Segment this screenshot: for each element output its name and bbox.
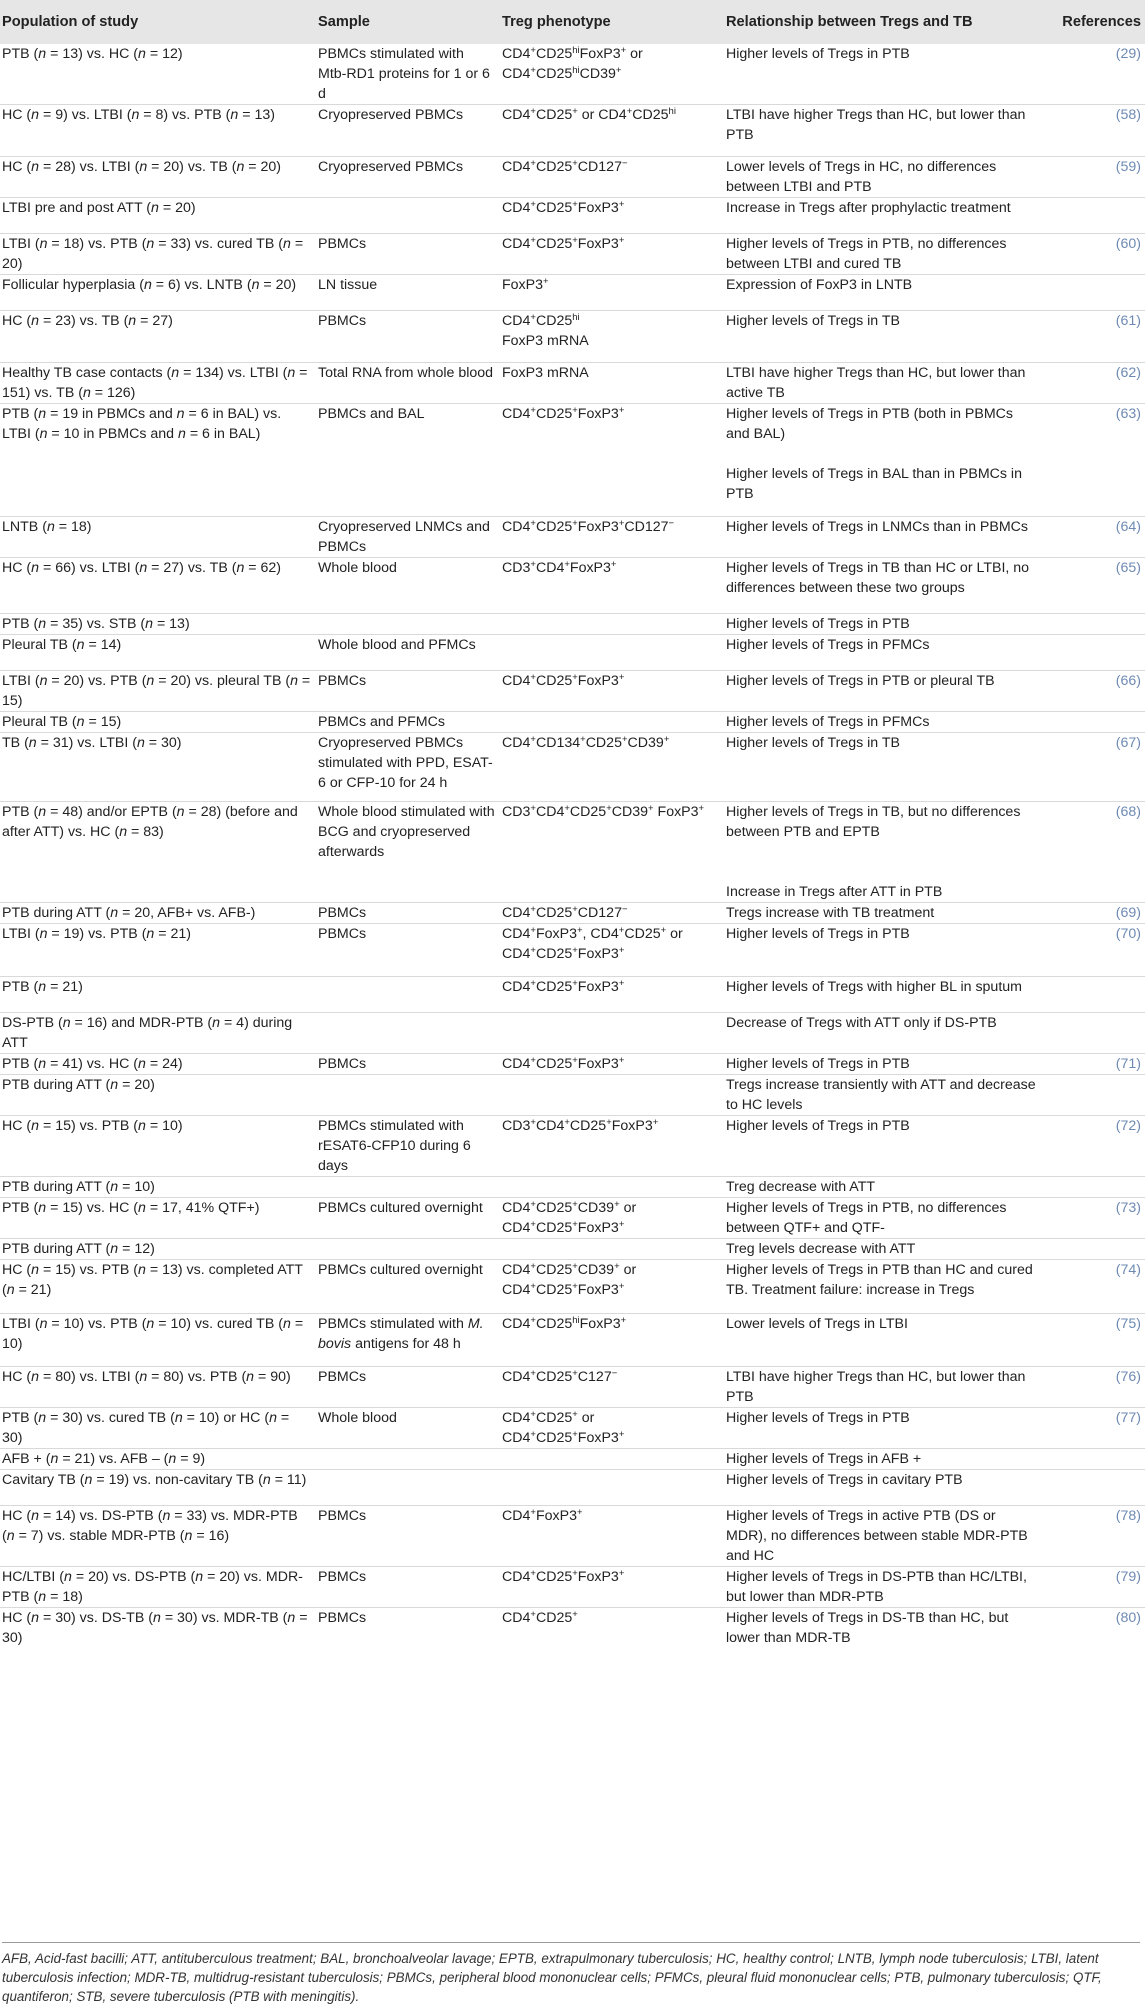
cell-relationship: Higher levels of Tregs in PTB [724, 614, 1044, 635]
cell-population: PTB (n = 41) vs. HC (n = 24) [0, 1054, 316, 1075]
cell-sample [316, 198, 500, 234]
cell-reference [1044, 977, 1145, 1013]
cell-relationship: Higher levels of Tregs in PTB [724, 924, 1044, 977]
cell-phenotype: $CD4^+CD25^{hi}FoxP3^+$ [500, 1314, 724, 1367]
cell-sample [316, 1470, 500, 1506]
table-row [0, 1506, 1145, 1567]
cell-reference[interactable]: (67) [1044, 733, 1145, 802]
cell-population: LTBI (n = 18) vs. PTB (n = 33) vs. cured TB (n = 20) [0, 234, 316, 275]
table-row [0, 903, 1145, 924]
table-row [0, 558, 1145, 614]
table-row [0, 1198, 1145, 1239]
header-relationship: Relationship between Tregs and TB [724, 0, 1044, 44]
table-row [0, 614, 1145, 635]
table-row [0, 1075, 1145, 1116]
cell-population: PTB during ATT (n = 20) [0, 1075, 316, 1116]
table-row [0, 363, 1145, 404]
cell-sample: PBMCs [316, 924, 500, 977]
table-row [0, 1054, 1145, 1075]
cell-relationship: Higher levels of Tregs in PFMCs [724, 712, 1044, 733]
cell-reference [1044, 275, 1145, 311]
cell-relationship: Lower levels of Tregs in HC, no differences between LTBI and PTB [724, 157, 1044, 198]
table-row [0, 1013, 1145, 1054]
cell-sample: PBMCs cultured overnight [316, 1260, 500, 1314]
cell-relationship: Higher levels of Tregs in cavitary PTB [724, 1470, 1044, 1506]
cell-sample: Whole blood [316, 558, 500, 614]
cell-population: TB (n = 31) vs. LTBI (n = 30) [0, 733, 316, 802]
cell-population: LTBI pre and post ATT (n = 20) [0, 198, 316, 234]
cell-relationship: Increase in Tregs after prophylactic treatment [724, 198, 1044, 234]
cell-population: DS-PTB (n = 16) and MDR-PTB (n = 4) during ATT [0, 1013, 316, 1054]
cell-relationship: Higher levels of Tregs in TB than HC or LTBI, no differences between these two groups [724, 558, 1044, 614]
table-row [0, 105, 1145, 157]
cell-phenotype: CD4+CD25+FoxP3+ [500, 198, 724, 234]
cell-sample: Cryopreserved PBMCs stimulated with PPD, ESAT-6 or CFP-10 for 24 h [316, 733, 500, 802]
table-row [0, 671, 1145, 712]
cell-reference[interactable]: (29) [1115, 46, 1141, 62]
cell-phenotype: CD4+CD25+FoxP3+CD127− [500, 517, 724, 558]
cell-relationship: Treg decrease with ATT [724, 1177, 1044, 1198]
table-row [0, 733, 1145, 802]
cell-phenotype [500, 614, 724, 635]
cell-sample [316, 614, 500, 635]
cell-sample [316, 1075, 500, 1116]
cell-phenotype: CD4+CD25+C127− [500, 1367, 724, 1408]
table-row [0, 635, 1145, 671]
cell-relationship: Tregs increase with TB treatment [724, 903, 1044, 924]
cell-population: HC (n = 15) vs. PTB (n = 13) vs. completed ATT (n = 21) [0, 1260, 316, 1314]
cell-sample: Cryopreserved LNMCs and PBMCs [316, 517, 500, 558]
cell-relationship: Lower levels of Tregs in LTBI [724, 1314, 1044, 1367]
table-body [0, 44, 1145, 1648]
cell-phenotype: $CD4^+CD25^{hi}$ FoxP3 mRNA [500, 311, 724, 363]
cell-reference [1044, 1013, 1145, 1054]
cell-sample: PBMCs [316, 903, 500, 924]
cell-reference [1044, 1470, 1145, 1506]
cell-phenotype [500, 1239, 724, 1260]
cell-relationship: Higher levels of Tregs in TB [724, 733, 1044, 802]
cell-sample: Whole blood and PFMCs [316, 635, 500, 671]
cell-sample: LN tissue [316, 275, 500, 311]
cell-phenotype: CD4+CD134+CD25+CD39+ [500, 733, 724, 802]
cell-population: HC/LTBI (n = 20) vs. DS-PTB (n = 20) vs. MDR-PTB (n = 18) [0, 1567, 316, 1608]
cell-phenotype: $CD4^+CD25^{hi}FoxP3^+$ or $CD4^+CD25^{hi}CD39^+$ [502, 45, 643, 82]
cell-population: PTB (n = 13) vs. HC (n = 12) [2, 46, 183, 62]
header-sample: Sample [316, 0, 500, 44]
cell-reference [1044, 198, 1145, 234]
cell-sample: PBMCs [316, 1567, 500, 1608]
cell-sample: Whole blood stimulated with BCG and cryopreserved afterwards [316, 802, 500, 903]
table-row [0, 1367, 1145, 1408]
cell-population: HC (n = 9) vs. LTBI (n = 8) vs. PTB (n = 13) [0, 105, 316, 157]
cell-phenotype: CD4+CD25+CD127− [500, 157, 724, 198]
cell-relationship: Higher levels of Tregs in PTB, no differences between QTF+ and QTF- [724, 1198, 1044, 1239]
cell-phenotype [500, 1013, 724, 1054]
cell-relationship: Higher levels of Tregs in LNMCs than in PBMCs [724, 517, 1044, 558]
cell-population: AFB + (n = 21) vs. AFB – (n = 9) [0, 1449, 316, 1470]
cell-relationship: Higher levels of Tregs in PTB [726, 46, 910, 62]
cell-reference[interactable]: (63) [1044, 404, 1145, 517]
cell-population: HC (n = 23) vs. TB (n = 27) [0, 311, 316, 363]
cell-reference[interactable]: (60) [1044, 234, 1145, 275]
cell-reference [1044, 712, 1145, 733]
table-row [0, 198, 1145, 234]
cell-sample [316, 1177, 500, 1198]
cell-phenotype: CD4+CD25+FoxP3+ [500, 671, 724, 712]
cell-reference [1044, 635, 1145, 671]
cell-relationship: LTBI have higher Tregs than HC, but lower than PTB [724, 105, 1044, 157]
cell-relationship: Higher levels of Tregs in PTB (both in PBMCs and BAL) Higher levels of Tregs in BAL than in PBMCs in PTB [724, 404, 1044, 517]
table-row [0, 1608, 1145, 1649]
table-row [0, 275, 1145, 311]
cell-sample: Total RNA from whole blood [316, 363, 500, 404]
cell-phenotype: CD4+CD25+FoxP3+ [500, 1054, 724, 1075]
cell-phenotype [500, 1075, 724, 1116]
cell-sample: Whole blood [316, 1408, 500, 1449]
cell-relationship: LTBI have higher Tregs than HC, but lower than active TB [724, 363, 1044, 404]
table-footnote: AFB, Acid-fast bacilli; ATT, antituberculous treatment; BAL, bronchoalveolar lavage; EPTB, extrapulmonary tuberculosis; HC, healthy control; LNTB, lymph node tuberculosis; LTBI, latent tuberculosis infection; MDR-TB, multidrug-resistant tuberculosis; PBMCs, peripheral blood mononuclear cells; PFMCs, pleural fluid mononuclear cells; PTB, pulmonary tuberculosis; QTF, quantiferon; STB, severe tuberculosis (PTB with meningitis). [2, 1942, 1140, 2006]
cell-phenotype [500, 1470, 724, 1506]
cell-population: HC (n = 28) vs. LTBI (n = 20) vs. TB (n = 20) [0, 157, 316, 198]
cell-sample: PBMCs [316, 1367, 500, 1408]
cell-reference[interactable]: (76) [1044, 1367, 1145, 1408]
cell-sample: PBMCs [316, 311, 500, 363]
cell-sample: PBMCs [316, 234, 500, 275]
table-row [0, 1314, 1145, 1367]
table-row [0, 44, 1145, 105]
cell-phenotype: CD3+CD4+CD25+CD39+ FoxP3+ [500, 802, 724, 903]
cell-reference[interactable]: (75) [1044, 1314, 1145, 1367]
table-row [0, 1260, 1145, 1314]
cell-reference[interactable]: (61) [1044, 311, 1145, 363]
cell-relationship: Higher levels of Tregs in TB, but no differences between PTB and EPTB Increase in Tregs after ATT in PTB [724, 802, 1044, 903]
cell-sample: PBMCs [316, 1608, 500, 1649]
table-row [0, 1449, 1145, 1470]
cell-reference[interactable]: (65) [1044, 558, 1145, 614]
cell-sample [316, 1449, 500, 1470]
cell-population: PTB (n = 30) vs. cured TB (n = 10) or HC (n = 30) [0, 1408, 316, 1449]
cell-relationship: Treg levels decrease with ATT [724, 1239, 1044, 1260]
cell-sample: Cryopreserved PBMCs [316, 105, 500, 157]
table-row [0, 234, 1145, 275]
cell-phenotype [500, 712, 724, 733]
cell-phenotype: CD4+CD25+FoxP3+ [500, 977, 724, 1013]
cell-reference [1044, 1449, 1145, 1470]
cell-relationship: Higher levels of Tregs in active PTB (DS or MDR), no differences between stable MDR-PTB and HC [724, 1506, 1044, 1567]
cell-relationship: Higher levels of Tregs in PTB or pleural TB [724, 671, 1044, 712]
cell-population: PTB (n = 35) vs. STB (n = 13) [0, 614, 316, 635]
cell-reference [1044, 1075, 1145, 1116]
cell-reference[interactable]: (58) [1044, 105, 1145, 157]
cell-relationship: Higher levels of Tregs in PTB [724, 1054, 1044, 1075]
table-row [0, 517, 1145, 558]
cell-relationship: Higher levels of Tregs in PTB than HC and cured TB. Treatment failure: increase in Tregs [724, 1260, 1044, 1314]
cell-phenotype: CD4+CD25+CD127− [500, 903, 724, 924]
cell-reference[interactable]: (71) [1044, 1054, 1145, 1075]
cell-population: LTBI (n = 10) vs. PTB (n = 10) vs. cured TB (n = 10) [0, 1314, 316, 1367]
cell-relationship: Decrease of Tregs with ATT only if DS-PTB [724, 1013, 1044, 1054]
cell-reference[interactable]: (78) [1044, 1506, 1145, 1567]
table-row [0, 1177, 1145, 1198]
cell-relationship: Higher levels of Tregs in TB [724, 311, 1044, 363]
cell-relationship: Higher levels of Tregs in PTB [724, 1408, 1044, 1449]
cell-population: PTB (n = 15) vs. HC (n = 17, 41% QTF+) [0, 1198, 316, 1239]
cell-phenotype: CD4+CD25+FoxP3+ [500, 1567, 724, 1608]
cell-population: Cavitary TB (n = 19) vs. non-cavitary TB (n = 11) [0, 1470, 316, 1506]
table-row [0, 1116, 1145, 1177]
cell-reference[interactable]: (73) [1044, 1198, 1145, 1239]
cell-relationship: Higher levels of Tregs in DS-TB than HC, but lower than MDR-TB [724, 1608, 1044, 1649]
table-row [0, 712, 1145, 733]
header-phenotype: Treg phenotype [500, 0, 724, 44]
cell-sample: PBMCs stimulated with Mtb-RD1 proteins for 1 or 6 d [318, 46, 490, 102]
cell-relationship: Higher levels of Tregs in PTB [724, 1116, 1044, 1177]
cell-sample: PBMCs [316, 1054, 500, 1075]
table-row [0, 1408, 1145, 1449]
cell-phenotype: FoxP3+ [500, 275, 724, 311]
cell-sample [316, 1239, 500, 1260]
cell-sample: PBMCs and PFMCs [316, 712, 500, 733]
cell-population: HC (n = 15) vs. PTB (n = 10) [0, 1116, 316, 1177]
cell-population: PTB (n = 48) and/or EPTB (n = 28) (before and after ATT) vs. HC (n = 83) [0, 802, 316, 903]
cell-population: Pleural TB (n = 14) [0, 635, 316, 671]
cell-relationship: Higher levels of Tregs in AFB + [724, 1449, 1044, 1470]
cell-population: PTB during ATT (n = 20, AFB+ vs. AFB-) [0, 903, 316, 924]
cell-relationship: Tregs increase transiently with ATT and decrease to HC levels [724, 1075, 1044, 1116]
cell-phenotype: CD4+CD25+FoxP3+ [500, 234, 724, 275]
cell-population: LNTB (n = 18) [0, 517, 316, 558]
cell-phenotype: CD4+CD25+ or CD4+CD25+FoxP3+ [500, 1408, 724, 1449]
cell-phenotype: CD4+CD25+CD39+ or CD4+CD25+FoxP3+ [500, 1260, 724, 1314]
table-row [0, 977, 1145, 1013]
cell-relationship: Expression of FoxP3 in LNTB [724, 275, 1044, 311]
cell-phenotype: CD3+CD4+CD25+FoxP3+ [500, 1116, 724, 1177]
cell-reference[interactable]: (72) [1044, 1116, 1145, 1177]
cell-reference[interactable]: (66) [1044, 671, 1145, 712]
cell-phenotype: FoxP3 mRNA [500, 363, 724, 404]
cell-relationship: Higher levels of Tregs in DS-PTB than HC/LTBI, but lower than MDR-PTB [724, 1567, 1044, 1608]
table-row [0, 311, 1145, 363]
cell-population: PTB (n = 21) [0, 977, 316, 1013]
cell-population: HC (n = 30) vs. DS-TB (n = 30) vs. MDR-TB (n = 30) [0, 1608, 316, 1649]
cell-phenotype: CD4+CD25+ or $CD4^+CD25^{hi}$ [500, 105, 724, 157]
header-references: References [1044, 0, 1145, 44]
cell-phenotype: CD4+CD25+ [500, 1608, 724, 1649]
cell-reference [1044, 1177, 1145, 1198]
table-row [0, 802, 1145, 903]
table-row [0, 157, 1145, 198]
cell-sample: PBMCs cultured overnight [316, 1198, 500, 1239]
cell-phenotype [500, 1177, 724, 1198]
cell-relationship: Higher levels of Tregs with higher BL in sputum [724, 977, 1044, 1013]
cell-reference[interactable]: (59) [1044, 157, 1145, 198]
cell-relationship: LTBI have higher Tregs than HC, but lower than PTB [724, 1367, 1044, 1408]
cell-population: Healthy TB case contacts (n = 134) vs. LTBI (n = 151) vs. TB (n = 126) [0, 363, 316, 404]
cell-reference[interactable]: (74) [1044, 1260, 1145, 1314]
header-population: Population of study [0, 0, 316, 44]
table-row [0, 1470, 1145, 1506]
cell-population: HC (n = 66) vs. LTBI (n = 27) vs. TB (n = 62) [0, 558, 316, 614]
cell-sample: PBMCs and BAL [316, 404, 500, 517]
cell-reference[interactable]: (68) [1044, 802, 1145, 903]
cell-population: Pleural TB (n = 15) [0, 712, 316, 733]
cell-phenotype: CD4+CD25+CD39+ or CD4+CD25+FoxP3+ [500, 1198, 724, 1239]
cell-population: HC (n = 80) vs. LTBI (n = 80) vs. PTB (n = 90) [0, 1367, 316, 1408]
cell-sample [316, 977, 500, 1013]
table-header-row [0, 0, 1145, 44]
table-row [0, 924, 1145, 977]
table-row [0, 1239, 1145, 1260]
cell-phenotype: CD4+FoxP3+, CD4+CD25+ or CD4+CD25+FoxP3+ [500, 924, 724, 977]
cell-sample: PBMCs [316, 1506, 500, 1567]
cell-reference[interactable]: (79) [1044, 1567, 1145, 1608]
cell-population: Follicular hyperplasia (n = 6) vs. LNTB (n = 20) [0, 275, 316, 311]
cell-reference[interactable]: (62) [1044, 363, 1145, 404]
cell-phenotype: CD4+FoxP3+ [500, 1506, 724, 1567]
cell-reference[interactable]: (69) [1044, 903, 1145, 924]
cell-sample: PBMCs [316, 671, 500, 712]
cell-reference [1044, 614, 1145, 635]
table-row [0, 404, 1145, 517]
cell-relationship: Higher levels of Tregs in PFMCs [724, 635, 1044, 671]
cell-phenotype [500, 1449, 724, 1470]
cell-population: LTBI (n = 19) vs. PTB (n = 21) [0, 924, 316, 977]
cell-reference[interactable]: (64) [1044, 517, 1145, 558]
table-row [0, 1567, 1145, 1608]
cell-reference[interactable]: (77) [1044, 1408, 1145, 1449]
cell-reference [1044, 1239, 1145, 1260]
cell-phenotype [500, 635, 724, 671]
cell-phenotype: CD4+CD25+FoxP3+ [500, 404, 724, 517]
cell-relationship: Higher levels of Tregs in PTB, no differences between LTBI and cured TB [724, 234, 1044, 275]
cell-sample [316, 1013, 500, 1054]
cell-sample: Cryopreserved PBMCs [316, 157, 500, 198]
cell-reference[interactable]: (70) [1044, 924, 1145, 977]
cell-population: PTB (n = 19 in PBMCs and n = 6 in BAL) vs. LTBI (n = 10 in PBMCs and n = 6 in BAL) [0, 404, 316, 517]
cell-population: PTB during ATT (n = 12) [0, 1239, 316, 1260]
cell-population: PTB during ATT (n = 10) [0, 1177, 316, 1198]
cell-reference[interactable]: (80) [1044, 1608, 1145, 1649]
cell-phenotype: CD3+CD4+FoxP3+ [500, 558, 724, 614]
cell-population: LTBI (n = 20) vs. PTB (n = 20) vs. pleural TB (n = 15) [0, 671, 316, 712]
cell-sample: PBMCs stimulated with M. bovis antigens for 48 h [316, 1314, 500, 1367]
cell-population: HC (n = 14) vs. DS-PTB (n = 33) vs. MDR-PTB (n = 7) vs. stable MDR-PTB (n = 16) [0, 1506, 316, 1567]
cell-sample: PBMCs stimulated with rESAT6-CFP10 during 6 days [316, 1116, 500, 1177]
